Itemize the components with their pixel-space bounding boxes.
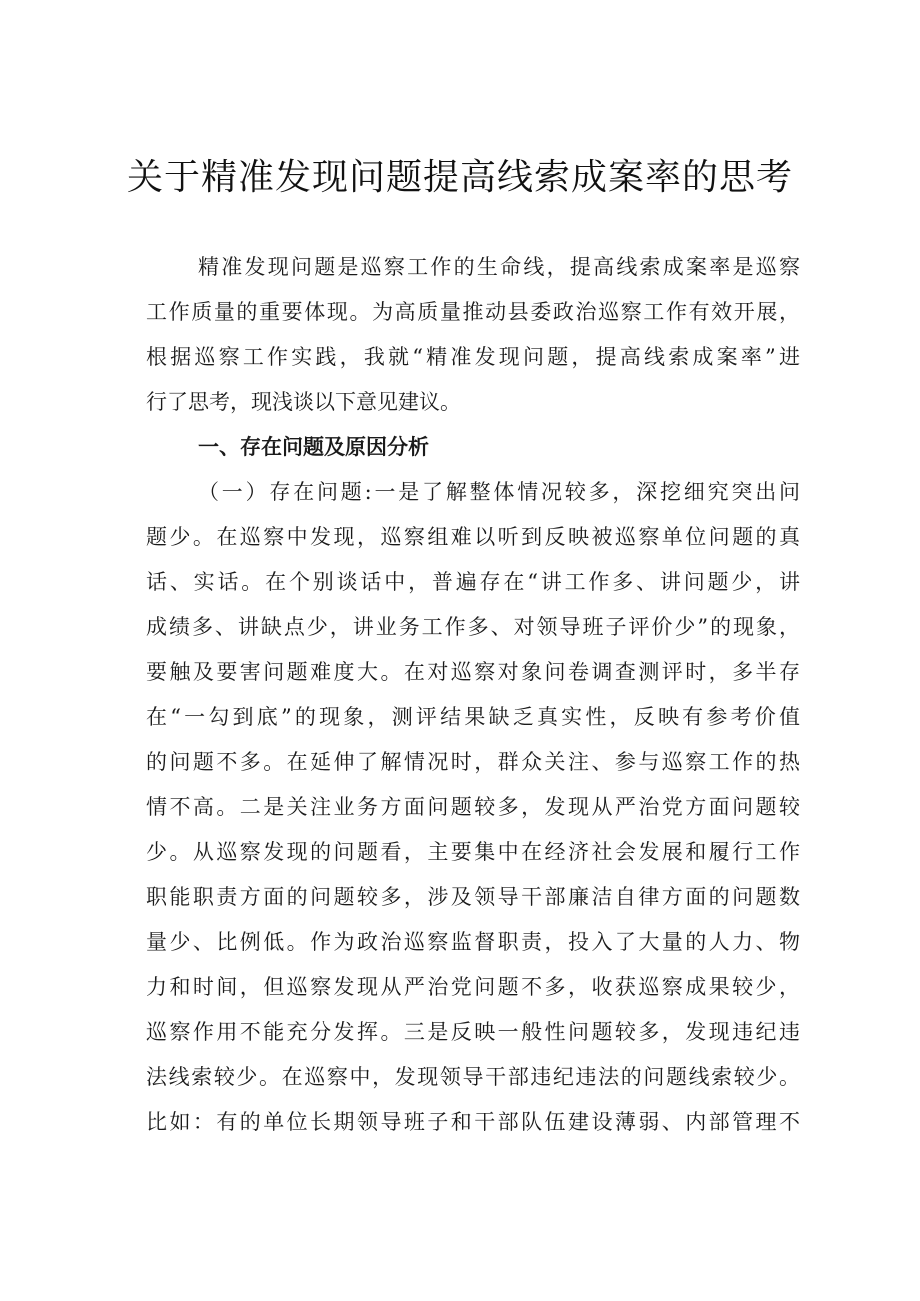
- paragraph-line: 的问题不多。在延伸了解情况时，群众关注、参与巡察工作的热: [146, 750, 800, 774]
- paragraph-line: 在“一勾到底”的现象，测评结果缺乏真实性，反映有参考价值: [146, 705, 800, 729]
- paragraph-line: 根据巡察工作实践，我就“精准发现问题，提高线索成案率”进: [146, 345, 800, 369]
- paragraph-line: 比如：有的单位长期领导班子和干部队伍建设薄弱、内部管理不: [146, 1110, 800, 1134]
- paragraph-line: 法线索较少。在巡察中，发现领导干部违纪违法的问题线索较少。: [146, 1065, 800, 1089]
- paragraph-line: 题少。在巡察中发现，巡察组难以听到反映被巡察单位问题的真: [146, 525, 800, 549]
- document-body: [146, 245, 800, 1145]
- paragraph-line: 力和时间，但巡察发现从严治党问题不多，收获巡察成果较少，: [146, 975, 800, 999]
- paragraph-line: （一）存在问题:一是了解整体情况较多，深挖细究突出问: [198, 480, 800, 504]
- paragraph-line: 少。从巡察发现的问题看，主要集中在经济社会发展和履行工作: [146, 840, 800, 864]
- document-title: 关于精准发现问题提高线索成案率的思考: [126, 157, 793, 198]
- section-heading: 一、存在问题及原因分析: [198, 435, 429, 459]
- paragraph-line: 成绩多、讲缺点少，讲业务工作多、对领导班子评价少”的现象，: [146, 615, 800, 639]
- paragraph-line: 巡察作用不能充分发挥。三是反映一般性问题较多，发现违纪违: [146, 1020, 800, 1044]
- paragraph-line: 话、实话。在个别谈话中，普遍存在“讲工作多、讲问题少，讲: [146, 570, 800, 594]
- paragraph-line: 情不高。二是关注业务方面问题较多，发现从严治党方面问题较: [146, 795, 800, 819]
- paragraph-line: 量少、比例低。作为政治巡察监督职责，投入了大量的人力、物: [146, 930, 800, 954]
- paragraph-line: 职能职责方面的问题较多，涉及领导干部廉洁自律方面的问题数: [146, 885, 800, 909]
- paragraph-line: 要触及要害问题难度大。在对巡察对象问卷调查测评时，多半存: [146, 660, 800, 684]
- paragraph-line: 精准发现问题是巡察工作的生命线，提高线索成案率是巡察: [198, 255, 800, 279]
- paragraph-line: 行了思考，现浅谈以下意见建议。: [146, 390, 461, 414]
- paragraph-line: 工作质量的重要体现。为高质量推动县委政治巡察工作有效开展，: [146, 300, 800, 324]
